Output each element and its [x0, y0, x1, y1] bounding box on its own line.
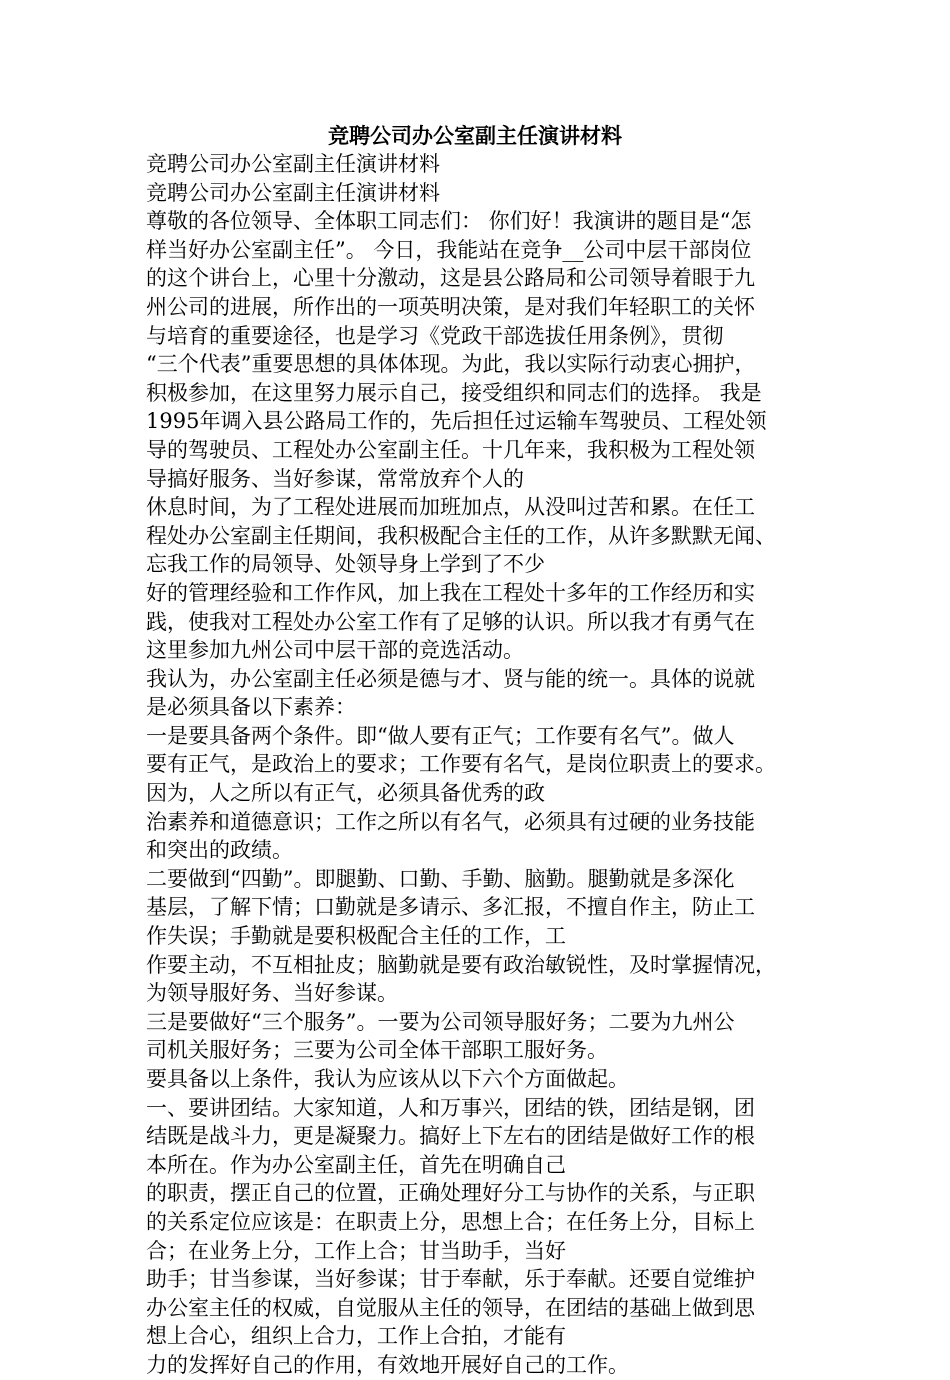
- text-line: 程处办公室副主任期间，我积极配合主任的工作，从许多默默无闻、: [146, 523, 776, 548]
- text-line: 践，使我对工程处办公室工作有了足够的认识。所以我才有勇气在: [146, 609, 755, 634]
- text-line: 要具备以上条件，我认为应该从以下六个方面做起。: [146, 1067, 629, 1091]
- text-line: “三个代表”重要思想的具体体现。为此，我以实际行动衷心拥护，: [146, 352, 756, 377]
- text-line: 的关系定位应该是：在职责上分，思想上合；在任务上分，目标上: [146, 1209, 755, 1234]
- text-line: 二要做到“四勤”。即腿勤、口勤、手勤、脑勤。腿勤就是多深化: [146, 866, 735, 891]
- text-line: 作失误；手勤就是要积极配合主任的工作，工: [146, 924, 566, 949]
- text-line: 竞聘公司办公室副主任演讲材料: [146, 180, 440, 205]
- text-line: 这里参加九州公司中层干部的竞选活动。: [146, 638, 524, 663]
- text-line: 基层，了解下情；口勤就是多请示、多汇报，不擅自作主，防止工: [146, 895, 755, 920]
- text-line: 州公司的进展，所作出的一项英明决策，是对我们年轻职工的关怀: [146, 294, 755, 319]
- text-line: 尊敬的各位领导、全体职工同志们： 你们好！我演讲的题目是“怎: [146, 209, 752, 234]
- text-line: 三是要做好“三个服务”。一要为公司领导服好务；二要为九州公: [146, 1009, 735, 1034]
- text-line: 力的发挥好自己的作用，有效地开展好自己的工作。: [146, 1352, 629, 1377]
- text-line: 因为，人之所以有正气，必须具备优秀的政: [146, 781, 545, 806]
- text-line: 好的管理经验和工作作风，加上我在工程处十多年的工作经历和实: [146, 580, 755, 605]
- text-line: 结既是战斗力，更是凝聚力。搞好上下左右的团结是做好工作的根: [146, 1124, 755, 1149]
- text-line: 本所在。作为办公室副主任，首先在明确自己: [146, 1152, 566, 1177]
- text-line: 休息时间，为了工程处进展而加班加点，从没叫过苦和累。在任工: [146, 495, 755, 520]
- text-line: 样当好办公室副主任”。 今日，我能站在竞争__公司中层干部岗位: [146, 237, 752, 262]
- text-line: 要有正气，是政治上的要求；工作要有名气，是岗位职责上的要求。: [146, 752, 776, 777]
- text-line: 合；在业务上分，工作上合；甘当助手，当好: [146, 1238, 566, 1263]
- text-line: 我认为，办公室副主任必须是德与才、贤与能的统一。具体的说就: [146, 666, 755, 691]
- text-line: 忘我工作的局领导、处领导身上学到了不少: [146, 552, 545, 577]
- text-line: 治素养和道德意识；工作之所以有名气，必须具有过硬的业务技能: [146, 809, 755, 834]
- document-body: [146, 150, 806, 1380]
- text-line: 办公室主任的权威，自觉服从主任的领导，在团结的基础上做到思: [146, 1295, 755, 1320]
- text-line: 的职责，摆正自己的位置，正确处理好分工与协作的关系，与正职: [146, 1181, 755, 1206]
- text-line: 助手；甘当参谋，当好参谋；甘于奉献，乐于奉献。还要自觉维护: [146, 1267, 755, 1292]
- text-line: 一、要讲团结。大家知道，人和万事兴，团结的铁，团结是钢，团: [146, 1095, 755, 1120]
- text-line: 一是要具备两个条件。即“做人要有正气；工作要有名气”。做人: [146, 723, 735, 748]
- text-line: 导的驾驶员、工程处办公室副主任。十几年来，我积极为工程处领: [146, 437, 755, 462]
- text-line: 导搞好服务、当好参谋，常常放弃个人的: [146, 466, 524, 491]
- text-line: 的这个讲台上，心里十分激动，这是县公路局和公司领导着眼于九: [146, 266, 755, 291]
- text-line: 竞聘公司办公室副主任演讲材料: [146, 152, 440, 176]
- text-line: 和突出的政绩。: [146, 838, 293, 863]
- text-line: 作要主动，不互相扯皮；脑勤就是要有政治敏锐性，及时掌握情况，: [146, 952, 776, 977]
- text-line: 1995年调入县公路局工作的，先后担任过运输车驾驶员、工程处领: [146, 409, 767, 434]
- text-line: 与培育的重要途径，也是学习《党政干部选拔任用条例》，贯彻: [146, 323, 724, 348]
- text-line: 积极参加，在这里努力展示自己，接受组织和同志们的选择。 我是: [146, 380, 762, 405]
- text-line: 为领导服好务、当好参谋。: [146, 981, 398, 1006]
- document-title: 竞聘公司办公室副主任演讲材料: [328, 124, 622, 148]
- text-line: 司机关服好务；三要为公司全体干部职工服好务。: [146, 1038, 608, 1063]
- text-line: 想上合心，组织上合力，工作上合拍，才能有: [146, 1324, 566, 1349]
- text-line: 是必须具备以下素养：: [146, 695, 356, 720]
